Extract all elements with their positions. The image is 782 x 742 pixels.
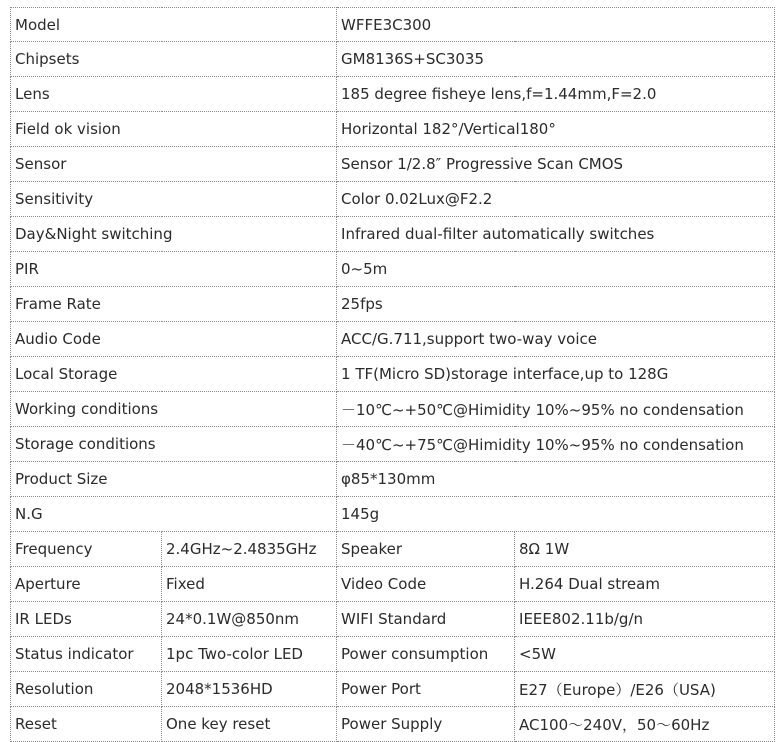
spec-value: 0~5m (337, 252, 775, 287)
spec-value: Infrared dual-filter automatically switches (337, 217, 775, 252)
grid-row-status-indicator (11, 637, 775, 672)
spec-label: IR LEDs (11, 602, 162, 637)
grid-row-resolution (11, 672, 775, 707)
spec-label: Frequency (11, 532, 162, 567)
spec-row-local-storage (11, 357, 775, 392)
spec-row-audio-code (11, 322, 775, 357)
spec-value: <5W (515, 637, 775, 672)
spec-value: 24*0.1W@850nm (162, 602, 337, 637)
spec-label: Video Code (337, 567, 515, 602)
spec-label: Local Storage (11, 357, 337, 392)
spec-value: 8Ω 1W (515, 532, 775, 567)
spec-label: Audio Code (11, 322, 337, 357)
spec-value: GM8136S+SC3035 (337, 42, 775, 77)
spec-row-model (11, 8, 775, 42)
spec-value: Sensor 1/2.8″ Progressive Scan CMOS (337, 147, 775, 182)
spec-label: Speaker (337, 532, 515, 567)
spec-row-day-night (11, 217, 775, 252)
spec-row-chipsets (11, 42, 775, 77)
spec-label: Sensor (11, 147, 337, 182)
spec-value: Fixed (162, 567, 337, 602)
spec-label: PIR (11, 252, 337, 287)
spec-value: E27（Europe）/E26（USA) (515, 672, 775, 707)
spec-value: Color 0.02Lux@F2.2 (337, 182, 775, 217)
spec-label: Power Supply (337, 707, 515, 742)
spec-value: One key reset (162, 707, 337, 742)
spec-label: Model (11, 8, 337, 42)
spec-label: Chipsets (11, 42, 337, 77)
spec-value: Horizontal 182°/Vertical180° (337, 112, 775, 147)
grid-row-frequency (11, 532, 775, 567)
spec-row-field-of-vision (11, 112, 775, 147)
spec-label: Power consumption (337, 637, 515, 672)
spec-label: Aperture (11, 567, 162, 602)
grid-row-ir-leds (11, 602, 775, 637)
spec-value: 2.4GHz~2.4835GHz (162, 532, 337, 567)
spec-label: Working conditions (11, 392, 337, 427)
spec-label: WIFI Standard (337, 602, 515, 637)
spec-row-sensor (11, 147, 775, 182)
spec-label: Power Port (337, 672, 515, 707)
spec-label: Frame Rate (11, 287, 337, 322)
spec-row-pir (11, 252, 775, 287)
spec-label: Resolution (11, 672, 162, 707)
spec-row-working-conditions (11, 392, 775, 427)
spec-label: Day&Night switching (11, 217, 337, 252)
spec-value: ACC/G.711,support two-way voice (337, 322, 775, 357)
spec-row-storage-conditions (11, 427, 775, 462)
spec-row-frame-rate (11, 287, 775, 322)
spec-value: 185 degree fisheye lens,f=1.44mm,F=2.0 (337, 77, 775, 112)
spec-label: Status indicator (11, 637, 162, 672)
spec-row-ng (11, 497, 775, 532)
spec-label: N.G (11, 497, 337, 532)
spec-value: －10℃~+50℃@Himidity 10%~95% no condensation (337, 392, 775, 427)
grid-row-reset (11, 707, 775, 742)
spec-value: 2048*1536HD (162, 672, 337, 707)
grid-row-aperture (11, 567, 775, 602)
spec-value: 145g (337, 497, 775, 532)
spec-label: Lens (11, 77, 337, 112)
spec-value: H.264 Dual stream (515, 567, 775, 602)
spec-value: 1pc Two-color LED (162, 637, 337, 672)
spec-value: WFFE3C300 (337, 8, 775, 42)
spec-row-product-size (11, 462, 775, 497)
spec-label: Reset (11, 707, 162, 742)
spec-row-lens (11, 77, 775, 112)
spec-value: IEEE802.11b/g/n (515, 602, 775, 637)
spec-label: Sensitivity (11, 182, 337, 217)
spec-value: φ85*130mm (337, 462, 775, 497)
spec-row-sensitivity (11, 182, 775, 217)
spec-value: 1 TF(Micro SD)storage interface,up to 128G (337, 357, 775, 392)
spec-label: Product Size (11, 462, 337, 497)
spec-value: 25fps (337, 287, 775, 322)
spec-label: Storage conditions (11, 427, 337, 462)
spec-value: －40℃~+75℃@Himidity 10%~95% no condensation (337, 427, 775, 462)
spec-table (10, 7, 775, 742)
spec-label: Field ok vision (11, 112, 337, 147)
spec-value: AC100～240V，50～60Hz (515, 707, 775, 742)
